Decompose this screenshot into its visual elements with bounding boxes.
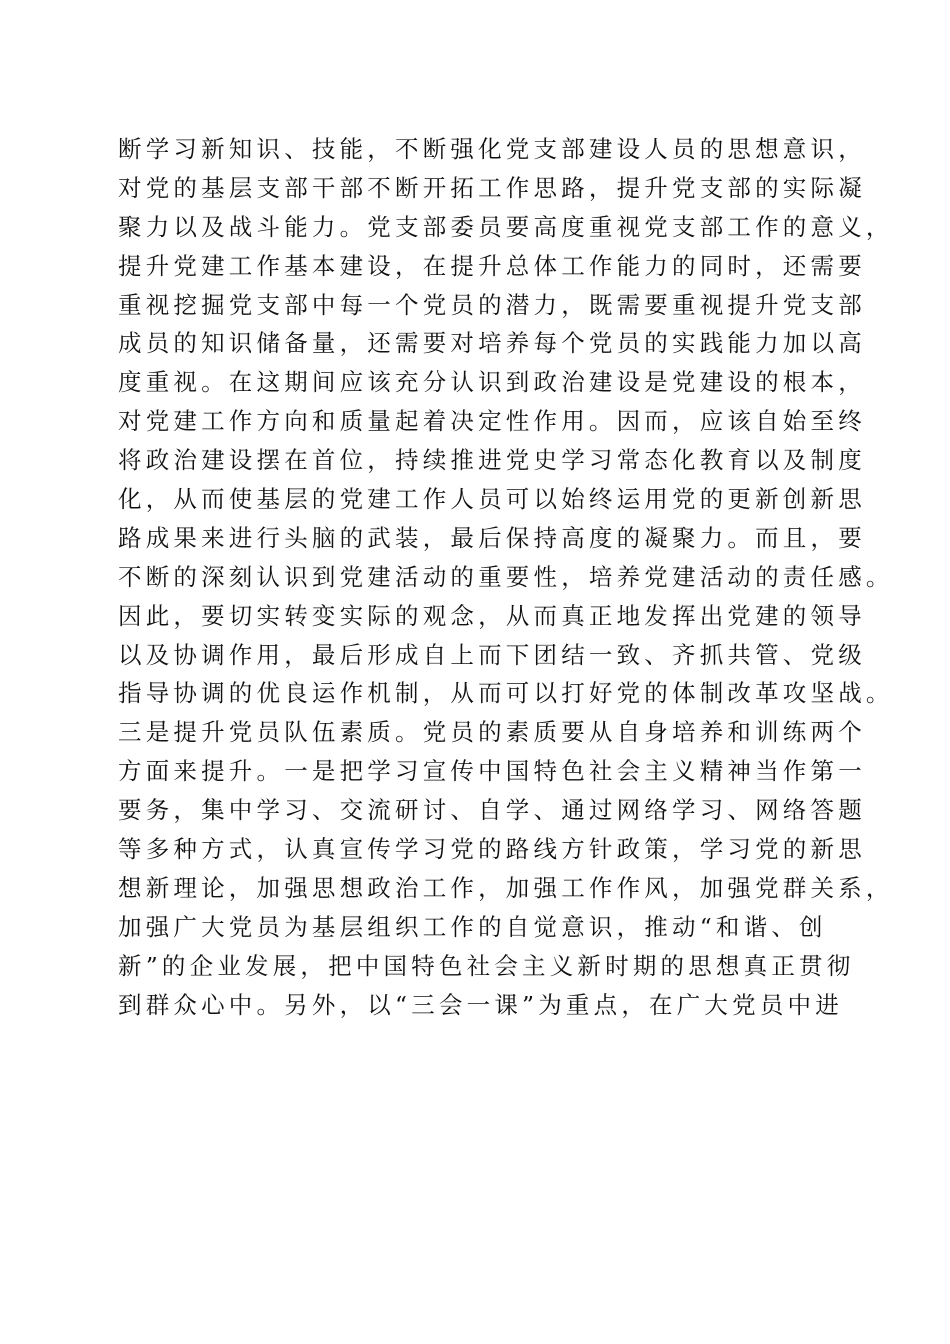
- text-line: 到群众心中。另外，以“三会一课”为重点，在广大党员中进: [118, 990, 843, 1019]
- text-line: 将政治建设摆在首位，持续推进党史学习常态化教育以及制度: [118, 446, 866, 475]
- text-line: 聚力以及战斗能力。党支部委员要高度重视党支部工作的意义，: [118, 212, 894, 241]
- text-line: 对党建工作方向和质量起着决定性作用。因而，应该自始至终: [118, 407, 866, 436]
- text-line: 因此，要切实转变实际的观念，从而真正地发挥出党建的领导: [118, 601, 866, 630]
- text-line: 三是提升党员队伍素质。党员的素质要从自身培养和训练两个: [118, 718, 866, 747]
- text-line: 要务，集中学习、交流研讨、自学、通过网络学习、网络答题: [118, 796, 866, 825]
- text-line: 化，从而使基层的党建工作人员可以始终运用党的更新创新思: [118, 485, 866, 514]
- text-line: 以及协调作用，最后形成自上而下团结一致、齐抓共管、党级: [118, 640, 866, 669]
- text-line: 度重视。在这期间应该充分认识到政治建设是党建设的根本，: [118, 368, 866, 397]
- text-line: 对党的基层支部干部不断开拓工作思路，提升党支部的实际凝: [118, 173, 866, 202]
- body-text: [118, 130, 894, 1024]
- text-line: 不断的深刻认识到党建活动的重要性，培养党建活动的责任感。: [118, 562, 894, 591]
- text-line: 提升党建工作基本建设，在提升总体工作能力的同时，还需要: [118, 251, 866, 280]
- text-line: 指导协调的优良运作机制，从而可以打好党的体制改革攻坚战。: [118, 679, 894, 708]
- text-line: 断学习新知识、技能，不断强化党支部建设人员的思想意识，: [118, 135, 866, 163]
- text-line: 新”的企业发展，把中国特色社会主义新时期的思想真正贯彻: [118, 951, 855, 980]
- text-line: 重视挖掘党支部中每一个党员的潜力，既需要重视提升党支部: [118, 290, 866, 319]
- text-line: 方面来提升。一是把学习宣传中国特色社会主义精神当作第一: [118, 757, 866, 786]
- text-line: 路成果来进行头脑的武装，最后保持高度的凝聚力。而且，要: [118, 523, 866, 552]
- text-line: 等多种方式，认真宣传学习党的路线方针政策，学习党的新思: [118, 835, 866, 864]
- text-line: 加强广大党员为基层组织工作的自觉意识，推动“和谐、创: [118, 912, 827, 941]
- text-line: 想新理论，加强思想政治工作，加强工作作风，加强党群关系，: [118, 873, 894, 902]
- text-line: 成员的知识储备量，还需要对培养每个党员的实践能力加以高: [118, 329, 866, 358]
